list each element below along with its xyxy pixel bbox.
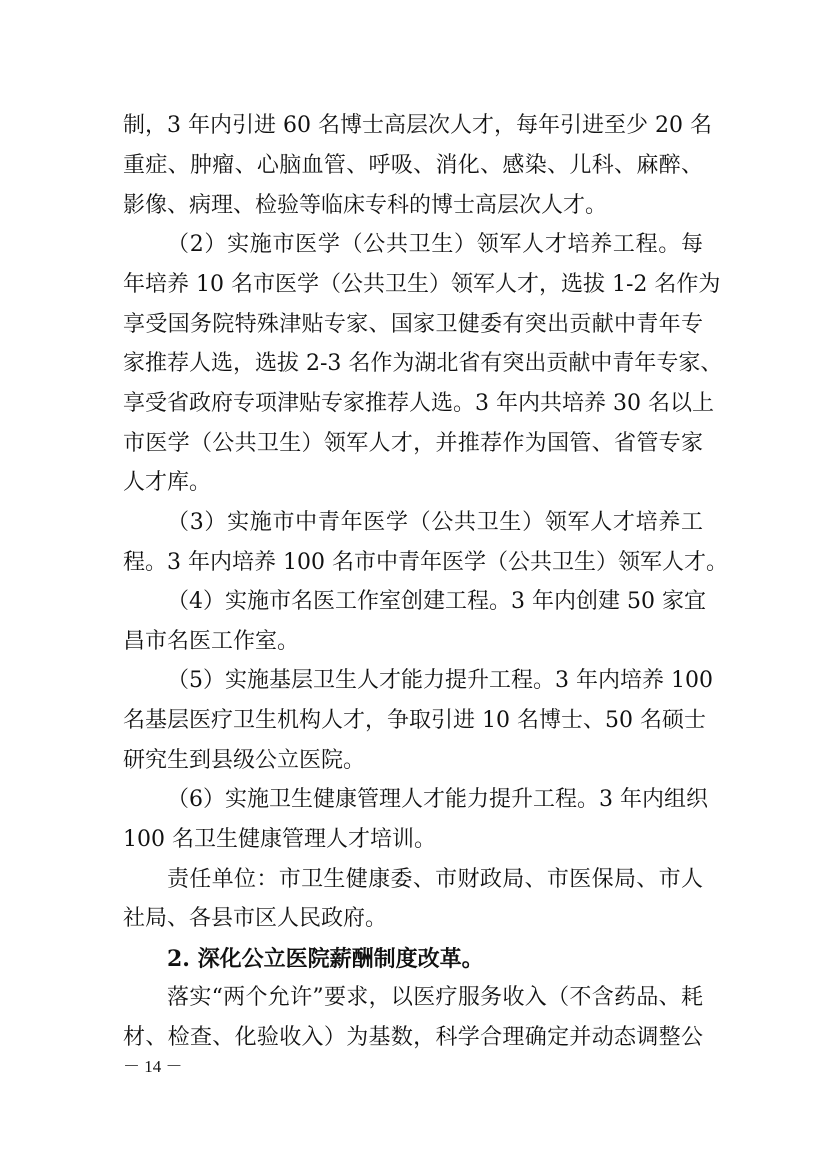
text-line: （6）实施卫生健康管理人才能力提升工程。3 年内组织 [167, 787, 708, 812]
text-line: 材、检查、化验收入）为基数，科学合理确定并动态调整公 [123, 1025, 703, 1050]
text-line: 程。3 年内培养 100 名市中青年医学（公共卫生）领军人才。 [123, 550, 728, 575]
page-number: － 14 － [123, 1057, 183, 1076]
text-line: 昌市名医工作室。 [123, 629, 300, 654]
text-line: 影像、病理、检验等临床专科的博士高层次人才。 [123, 193, 608, 218]
text-line: 享受国务院特殊津贴专家、国家卫健委有突出贡献中青年专 [123, 312, 703, 337]
text-line: 社局、各县市区人民政府。 [123, 906, 388, 931]
text-line: 市医学（公共卫生）领军人才，并推荐作为国管、省管专家 [123, 431, 703, 456]
text-line: （5）实施基层卫生人才能力提升工程。3 年内培养 100 [167, 668, 713, 693]
text-line: 制，3 年内引进 60 名博士高层次人才，每年引进至少 20 名 [123, 113, 712, 138]
section-heading: 2. 深化公立医院薪酬制度改革。 [167, 946, 484, 972]
text-line: 研究生到县级公立医院。 [123, 748, 366, 773]
text-line: 人才库。 [123, 470, 212, 495]
text-line: 名基层医疗卫生机构人才，争取引进 10 名博士、50 名硕士 [123, 708, 706, 733]
text-line: 100 名卫生健康管理人才培训。 [123, 827, 436, 852]
text-line: 责任单位：市卫生健康委、市财政局、市医保局、市人 [167, 867, 703, 892]
text-line: 享受省政府专项津贴专家推荐人选。3 年内共培养 30 名以上 [123, 391, 714, 416]
text-line: （3）实施市中青年医学（公共卫生）领军人才培养工 [167, 510, 703, 535]
text-line: 落实“两个允许”要求，以医疗服务收入（不含药品、耗 [167, 985, 703, 1010]
text-line: 年培养 10 名市医学（公共卫生）领军人才，选拔 1-2 名作为 [123, 272, 721, 297]
text-line: 家推荐人选，选拔 2-3 名作为湖北省有突出贡献中青年专家、 [123, 351, 723, 376]
text-line: 重症、肿瘤、心脑血管、呼吸、消化、感染、儿科、麻醉、 [123, 153, 703, 178]
text-line: （2）实施市医学（公共卫生）领军人才培养工程。每 [167, 232, 703, 257]
text-line: （4）实施市名医工作室创建工程。3 年内创建 50 家宜 [167, 589, 706, 614]
